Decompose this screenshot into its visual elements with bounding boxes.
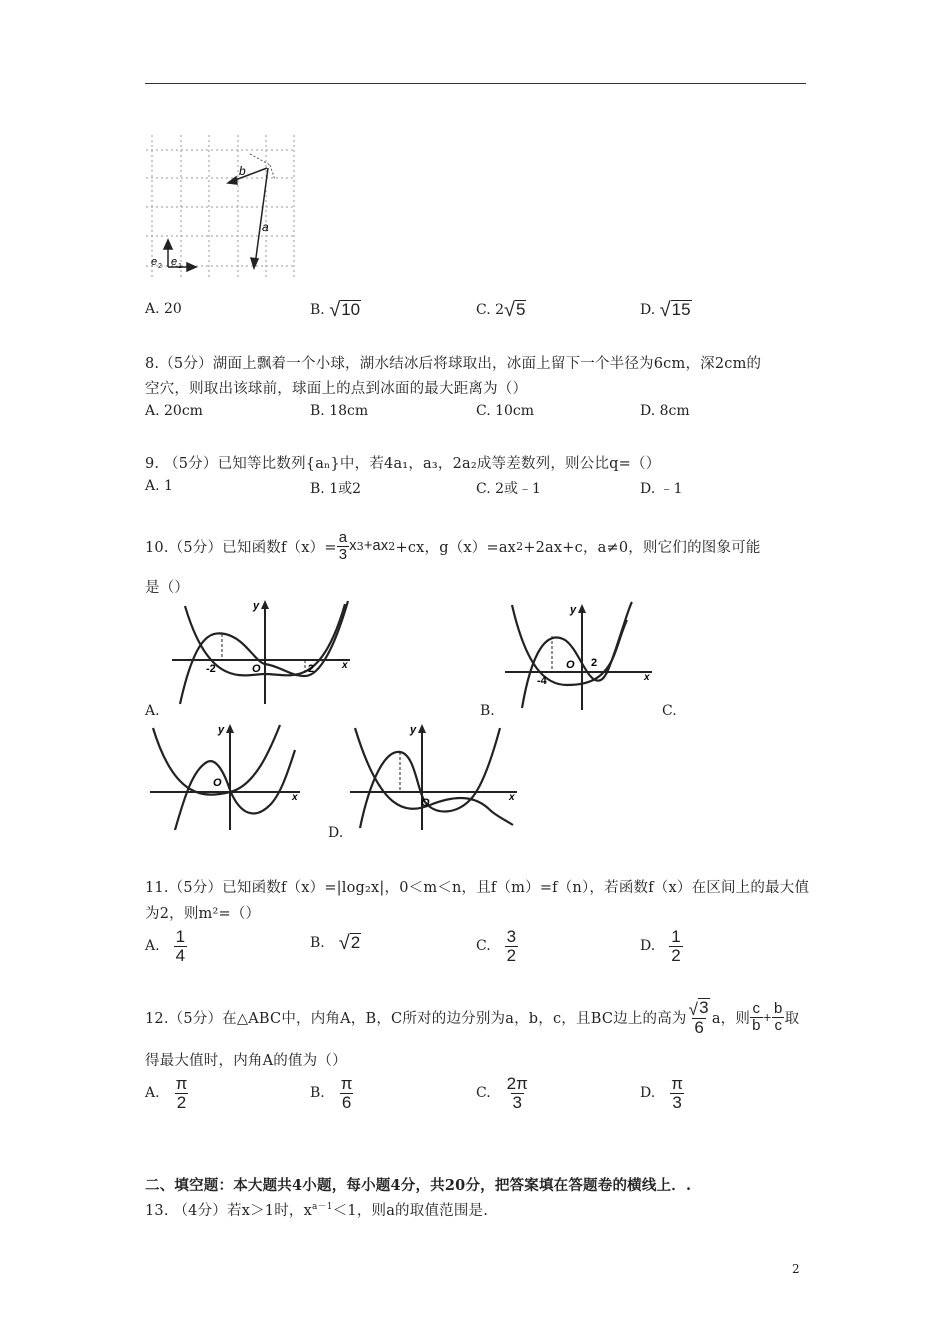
fraction: $\frac{1}{2}$ (671, 927, 681, 965)
sqrt: √ 5 (504, 299, 526, 321)
svg-text:O: O (566, 659, 575, 671)
svg-text:y: y (253, 600, 260, 612)
q8-option-c: C. 10cm (476, 403, 535, 419)
q8-option-a: A. 20cm (145, 403, 203, 419)
q7-option-c: C. 2 √ 5 (476, 299, 526, 321)
q8-line1: 8.（5分）湖面上飘着一个小球，湖水结冰后将球取出，冰面上留下一个半径为6cm，深2cm的 (145, 356, 762, 372)
q10-option-a: A. (145, 703, 160, 719)
sqrt: √ 2 (338, 932, 361, 954)
label-e2: e (151, 256, 158, 268)
q10-option-d: D. (328, 825, 344, 841)
q7-option-b: B. √ 10 (310, 299, 361, 321)
sqrt: √ 3 (688, 998, 709, 1019)
fraction-b-over-c: $\frac{b}{c}$ (774, 1000, 783, 1034)
q11-option-a: A. $\frac{1}{4}$ (145, 927, 186, 965)
header-rule (145, 83, 806, 84)
q12-option-b: B. $\frac{\pi}{6}$ (310, 1074, 353, 1112)
q7-option-a: A. 20 (145, 301, 182, 317)
svg-text:O: O (213, 777, 222, 789)
vector-e1-arrowhead (187, 263, 196, 271)
sqrt: √ 15 (659, 299, 691, 321)
fraction: $\frac{1}{4}$ (175, 927, 186, 965)
graph-c (145, 720, 305, 832)
vector-e2-arrowhead (164, 240, 172, 249)
vector-grid-figure (140, 130, 300, 280)
q13-stem: 13. （4分）若x＞1时，$x^{a-1}<1$，则a的取值范围是. (145, 1202, 489, 1219)
q9-option-d: D. ﹣1 (640, 481, 683, 497)
label-e1-sub: 1 (178, 263, 182, 270)
label-e1: e (171, 256, 178, 268)
fraction: $\frac{\pi}{2}$ (175, 1074, 188, 1112)
svg-text:O: O (252, 663, 261, 675)
q11-option-b: B. √ 2 (310, 932, 361, 954)
q12-line2: 得最大值时，内角A的值为（） (145, 1053, 347, 1069)
fraction: $\frac{\pi}{6}$ (340, 1074, 353, 1112)
page-number: 2 (792, 1262, 800, 1276)
fraction-c-over-b: $\frac{c}{b}$ (752, 1000, 761, 1034)
label-e2-sub: 2 (158, 263, 162, 270)
fraction: $\frac{2\pi}{3}$ (506, 1074, 528, 1112)
fraction: $\frac{3}{2}$ (506, 927, 517, 965)
q8-line2: 空穴，则取出该球前，球面上的点到冰面的最大距离为（） (145, 381, 528, 397)
svg-text:-2: -2 (206, 663, 216, 675)
q11-option-c: C. $\frac{3}{2}$ (476, 927, 517, 965)
svg-text:y: y (410, 724, 417, 736)
label-b: b (239, 164, 246, 178)
fraction: $\frac{\pi}{3}$ (671, 1074, 683, 1112)
q9-option-b: B. 1或2 (310, 481, 362, 497)
fraction-height: √ 3 6 (688, 998, 709, 1037)
q9-stem: 9. （5分）已知等比数列{aₙ}中，若4a₁，a₃，2a₂成等差数列，则公比q=（） (145, 456, 661, 472)
q8-option-d: D. 8cm (640, 403, 690, 419)
svg-text:-4: -4 (537, 675, 547, 687)
q11-option-d: D. $\frac{1}{2}$ (640, 927, 681, 965)
section-2-heading: 二、填空题：本大题共4小题，每小题4分，共20分，把答案填在答题卷的横线上．. (145, 1177, 692, 1194)
label-a: a (262, 220, 269, 234)
q10-option-b: B. (480, 703, 495, 719)
sqrt: √ 10 (329, 299, 361, 321)
q12-option-a: A. $\frac{\pi}{2}$ (145, 1074, 188, 1112)
cubic-curve (522, 602, 632, 708)
q10-stem: 10.（5分）已知函数f（x）= $\frac{a}{3}$ x 3 +ax 2 +cx，g（x）=ax 2 +2ax+c，a≠0，则它们的图象可能 (145, 529, 761, 563)
q10-line2: 是（） (145, 580, 190, 596)
svg-text:x: x (292, 792, 298, 803)
svg-text:2: 2 (591, 657, 598, 669)
q12-option-d: D. $\frac{\pi}{3}$ (640, 1074, 683, 1112)
svg-text:y: y (218, 724, 225, 736)
q10-option-c: C. (662, 703, 677, 719)
q8-option-b: B. 18cm (310, 403, 369, 419)
svg-text:x: x (509, 792, 515, 803)
cubic-curve (360, 728, 500, 828)
q12-option-c: C. $\frac{2\pi}{3}$ (476, 1074, 528, 1112)
graph-a (170, 596, 355, 708)
graph-d (345, 720, 520, 832)
q9-option-c: C. 2或﹣1 (476, 481, 541, 497)
graph-b (497, 600, 657, 712)
q11-line2: 为2，则m²=（） (145, 906, 261, 922)
q12-line1: 12.（5分）在△ABC中，内角A，B，C所对的边分别为a，b，c，且BC边上的高为 √ 3 6 a，则 $\frac{c}{b}$ + $\frac{b}{c}$ 取 (145, 998, 800, 1037)
fraction: $\frac{a}{3}$ (338, 529, 348, 563)
q11-line1: 11.（5分）已知函数f（x）=|log₂x|，0＜m＜n，且f（m）=f（n），若函数f（x）在区间上的最大值 (145, 880, 810, 896)
svg-text:y: y (570, 604, 577, 616)
q9-option-a: A. 1 (145, 478, 173, 494)
svg-text:2: 2 (308, 663, 315, 675)
q7-option-d: D. √ 15 (640, 299, 691, 321)
svg-text:x: x (644, 672, 650, 683)
svg-text:x: x (342, 660, 348, 671)
svg-text:O: O (421, 797, 430, 809)
